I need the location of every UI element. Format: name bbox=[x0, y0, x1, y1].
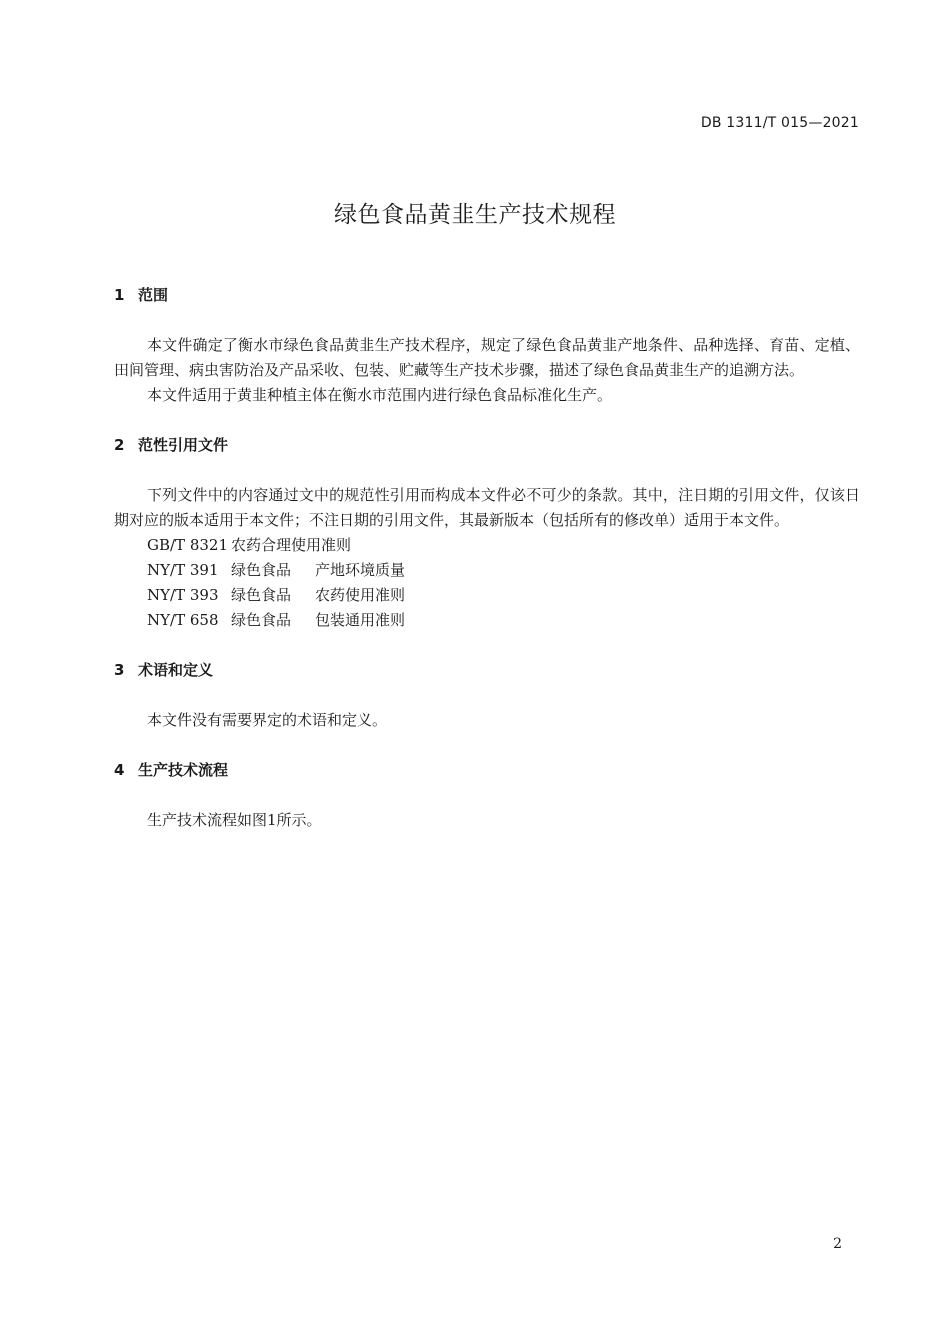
reference-code: NY/T 393 bbox=[147, 586, 219, 604]
section-normative-references bbox=[114, 433, 860, 633]
reference-item bbox=[114, 608, 860, 633]
reference-title: 绿色食品 bbox=[231, 561, 292, 579]
section-scope bbox=[114, 283, 860, 408]
reference-title: 绿色食品 bbox=[231, 611, 292, 629]
reference-subtitle: 包装通用准则 bbox=[315, 611, 406, 629]
document-body bbox=[114, 283, 860, 833]
reference-code: NY/T 658 bbox=[147, 611, 219, 629]
reference-title: 绿色食品 bbox=[231, 586, 292, 604]
section-heading bbox=[114, 658, 860, 683]
section-title: 范围 bbox=[138, 286, 169, 304]
reference-code: GB/T 8321 bbox=[147, 536, 229, 554]
section-heading bbox=[114, 758, 860, 783]
page-number: 2 bbox=[833, 1236, 842, 1252]
reference-subtitle: 产地环境质量 bbox=[315, 561, 406, 579]
paragraph: 本文件没有需要界定的术语和定义。 bbox=[147, 711, 388, 729]
paragraph: 本文件确定了衡水市绿色食品黄韭生产技术程序，规定了绿色食品黄韭产地条件、品种选择、育苗、定植、田间管理、病虫害防治及产品采收、包装、贮藏等生产技术步骤，描述了绿色食品黄韭生产的追溯方法。 bbox=[114, 336, 860, 379]
section-number: 1 bbox=[114, 286, 125, 304]
section-title: 生产技术流程 bbox=[138, 761, 229, 779]
reference-item bbox=[114, 558, 860, 583]
section-terms-definitions bbox=[114, 658, 860, 733]
section-heading bbox=[114, 283, 860, 308]
paragraph: 下列文件中的内容通过文中的规范性引用而构成本文件必不可少的条款。其中，注日期的引用文件，仅该日期对应的版本适用于本文件；不注日期的引用文件，其最新版本（包括所有的修改单）适用于本文件。 bbox=[114, 486, 860, 529]
document-code: DB 1311/T 015—2021 bbox=[700, 115, 859, 131]
section-number: 2 bbox=[114, 436, 125, 454]
paragraph: 本文件适用于黄韭种植主体在衡水市范围内进行绿色食品标准化生产。 bbox=[147, 386, 613, 404]
section-heading bbox=[114, 433, 860, 458]
section-number: 4 bbox=[114, 761, 125, 779]
section-production-flow bbox=[114, 758, 860, 833]
reference-title: 农药合理使用准则 bbox=[231, 536, 352, 554]
reference-subtitle: 农药使用准则 bbox=[315, 586, 406, 604]
reference-item bbox=[114, 583, 860, 608]
section-title: 范性引用文件 bbox=[138, 436, 229, 454]
document-title: 绿色食品黄韭生产技术规程 bbox=[334, 202, 616, 228]
section-title: 术语和定义 bbox=[138, 661, 214, 679]
section-number: 3 bbox=[114, 661, 125, 679]
reference-item bbox=[114, 533, 860, 558]
reference-code: NY/T 391 bbox=[147, 561, 219, 579]
paragraph: 生产技术流程如图1所示。 bbox=[147, 811, 322, 829]
